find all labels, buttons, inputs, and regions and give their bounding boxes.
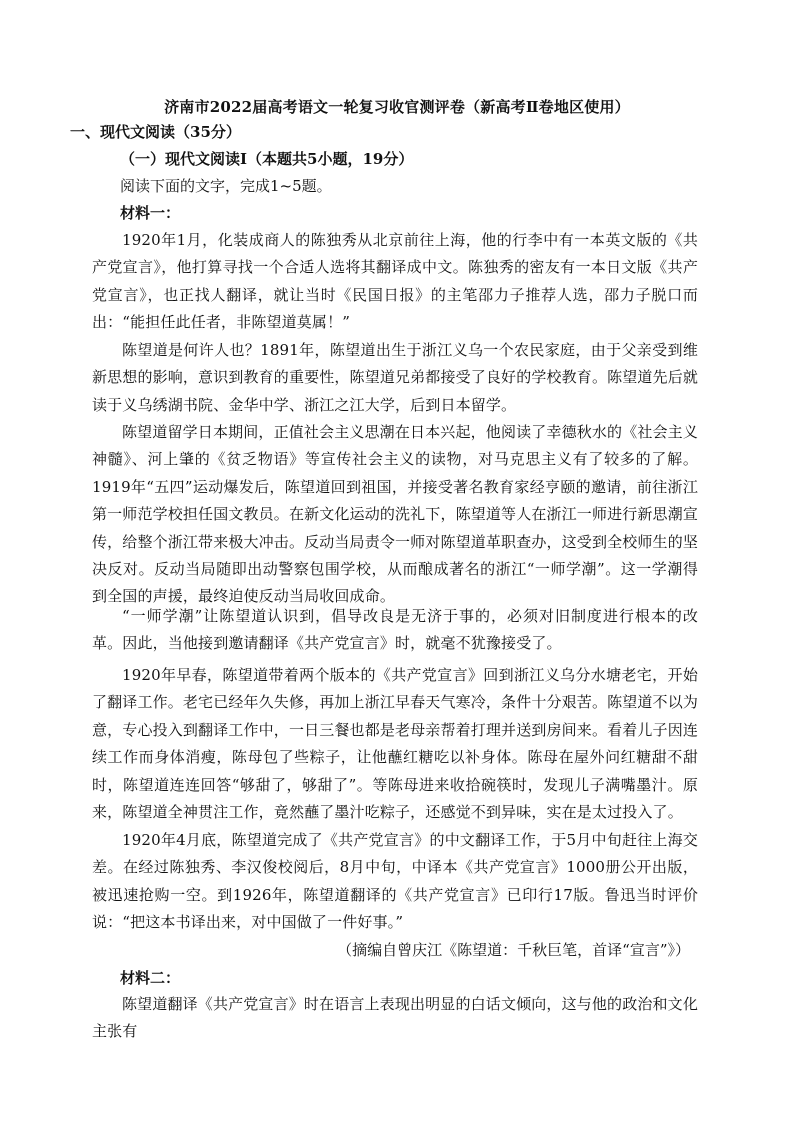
paragraph-2: 陈望道是何许人也？1891年，陈望道出生于浙江义乌一个农民家庭，由于父亲受到维新思想的影响，意识到教育的重要性，陈望道兄弟都接受了良好的学校教育。陈望道先后就读于义乌绣湖书院、金华中学、浙江之江大学，后到日本留学。 — [92, 341, 699, 414]
paragraph-5: 1920年早春，陈望道带着两个版本的《共产党宣言》回到浙江义乌分水塘老宅，开始了翻译工作。老宅已经年久失修，再加上浙江早春天气寒冷，条件十分艰苦。陈望道不以为意，专心投入到翻译工作中，一日三餐也都是老母亲帮着打理并送到房间来。看着儿子因连续工作而身体消瘦，陈母包了些粽子，让他蘸红糖吃以补身体。陈母在屋外问红糖甜不甜时，陈望道连连回答“够甜了，够甜了”。等陈母进来收拾碗筷时，发现儿子满嘴墨汁。原来，陈望道全神贯注工作，竟然蘸了墨汁吃粽子，还感觉不到异味，实在是太过投入了。 — [92, 666, 699, 822]
material-one-label: 材料一： — [120, 204, 181, 222]
paragraph-4: “一师学潮”让陈望道认识到，倡导改良是无济于事的，必须对旧制度进行根本的改革。因此，当他接到邀请翻译《共产党宣言》时，就毫不犹豫接受了。 — [92, 607, 698, 653]
subsection-heading: （一）现代文阅读Ⅰ（本题共5小题，19分） — [120, 150, 414, 168]
paragraph-1: 1920年1月，化装成商人的陈独秀从北京前往上海，他的行李中有一本英文版的《共产党宣言》，他打算寻找一个合适人选将其翻译成中文。陈独秀的密友有一本日文版《共产党宣言》，也正找人翻译，就让当时《民国日报》的主笔邵力子推荐人选，邵力子脱口而出：“能担任此任者，非陈望道莫属！” — [92, 231, 698, 332]
instruction-text: 阅读下面的文字，完成1~5题。 — [120, 177, 332, 195]
material-two-paragraph: 陈望道翻译《共产党宣言》时在语言上表现出明显的白话文倾向，这与他的政治和文化主张有 — [92, 995, 698, 1041]
paragraph-3: 陈望道留学日本期间，正值社会主义思潮在日本兴起，他阅读了幸德秋水的《社会主义神髓》、河上肇的《贫乏物语》等宣传社会主义的读物，对马克思主义有了较多的了解。1919年“五四”运动爆发后，陈望道回到祖国，并接受著名教育家经亨颐的邀请，前往浙江第一师范学校担任国文教员。在新文化运动的洗礼下，陈望道等人在浙江一师进行新思潮宣传，给整个浙江带来极大冲击。反动当局责令一师对陈望道革职查办，这受到全校师生的坚决反对。反动当局随即出动警察包围学校，从而酿成著名的浙江“一师学潮”。这一学潮得到全国的声援，最终迫使反动当局收回成命。 — [92, 423, 699, 606]
page-title: 济南市2022届高考语文一轮复习收官测评卷（新高考Ⅱ卷地区使用） — [164, 98, 630, 116]
material-two-label: 材料二： — [120, 969, 181, 987]
section-heading: 一、现代文阅读（35分） — [70, 123, 241, 141]
paragraph-6: 1920年4月底，陈望道完成了《共产党宣言》的中文翻译工作，于5月中旬赶往上海交差。在经过陈独秀、李汉俊校阅后，8月中旬，中译本《共产党宣言》1000册公开出版，被迅速抢购一空。到1926年，陈望道翻译的《共产党宣言》已印行17版。鲁迅当时评价说：“把这本书译出来，对中国做了一件好事。” — [92, 831, 698, 932]
source-citation: （摘编自曾庆江《陈望道：千秋巨笔，首译“宣言”》） — [337, 941, 690, 959]
